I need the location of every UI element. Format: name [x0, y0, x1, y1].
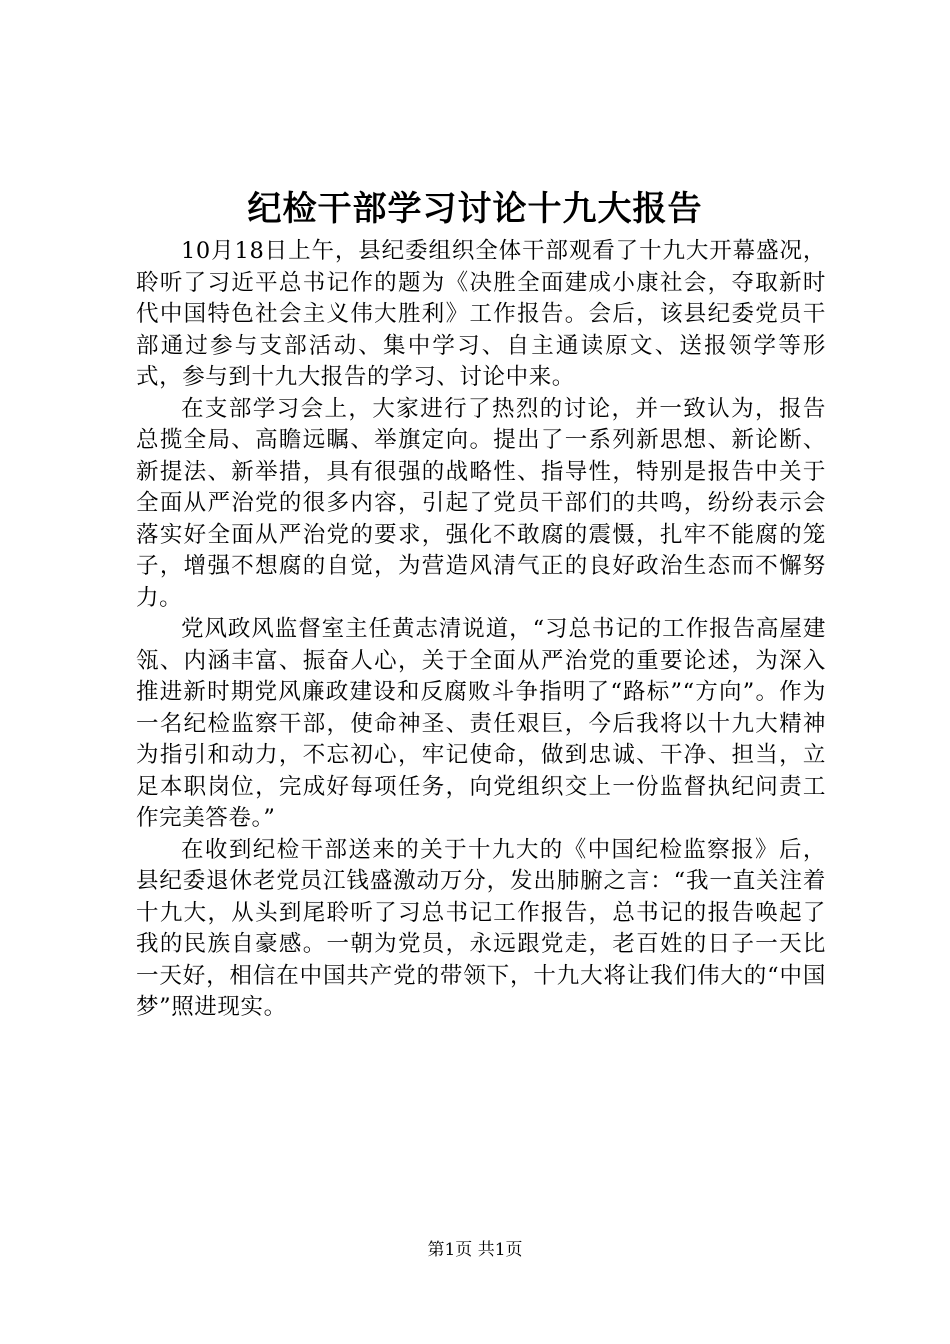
document-body	[136, 236, 826, 1024]
paragraph-3: 党风政风监督室主任黄志清说道，“习总书记的工作报告高屋建瓴、内涵丰富、振奋人心，关于全面从严治党的重要论述，为深入推进新时期党风廉政建设和反腐败斗争指明了“路标”“方向”。作为一名纪检监察干部，使命神圣、责任艰巨，今后我将以十九大精神为指引和动力，不忘初心，牢记使命，做到忠诚、干净、担当，立足本职岗位，完成好每项任务，向党组织交上一份监督执纪问责工作完美答卷。”	[136, 616, 826, 831]
page-number-footer: 第1页 共1页	[427, 1240, 523, 1260]
paragraph-4: 在收到纪检干部送来的关于十九大的《中国纪检监察报》后，县纪委退休老党员江钱盛激动万分，发出肺腑之言：“我一直关注着十九大，从头到尾聆听了习总书记工作报告，总书记的报告唤起了我的民族自豪感。一朝为党员，永远跟党走，老百姓的日子一天比一天好，相信在中国共产党的带领下，十九大将让我们伟大的“中国梦”照进现实。	[136, 836, 826, 1020]
paragraph-2: 在支部学习会上，大家进行了热烈的讨论，并一致认为，报告总揽全局、高瞻远瞩、举旗定向。提出了一系列新思想、新论断、新提法、新举措，具有很强的战略性、指导性，特别是报告中关于全面从严治党的很多内容，引起了党员干部们的共鸣，纷纷表示会落实好全面从严治党的要求，强化不敢腐的震慑，扎牢不能腐的笼子，增强不想腐的自觉，为营造风清气正的良好政治生态而不懈努力。	[136, 395, 826, 611]
document-title: 纪检干部学习讨论十九大报告	[247, 189, 703, 229]
paragraph-1: 10月18日上午，县纪委组织全体干部观看了十九大开幕盛况，聆听了习近平总书记作的题为《决胜全面建成小康社会，夺取新时代中国特色社会主义伟大胜利》工作报告。会后，该县纪委党员干部通过参与支部活动、集中学习、自主通读原文、送报领学等形式，参与到十九大报告的学习、讨论中来。	[136, 238, 826, 390]
